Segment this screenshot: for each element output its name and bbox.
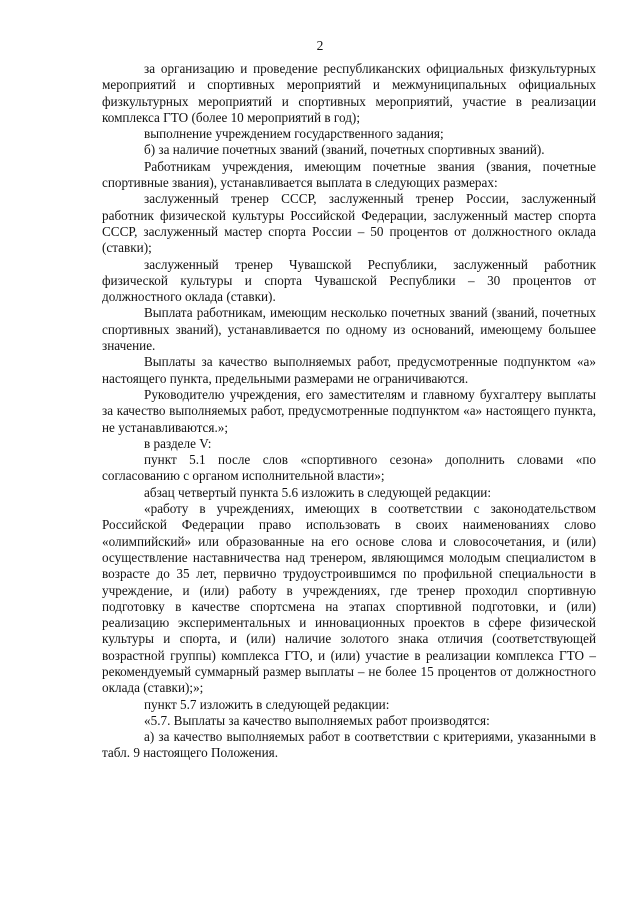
paragraph: пункт 5.1 после слов «спортивного сезона» дополнить словами «по согласованию с органом исполнительной власти»; [102, 452, 596, 484]
paragraph: заслуженный тренер СССР, заслуженный тренер России, заслуженный работник физической культуры Российской Федерации, заслуженный мастер спорта СССР, заслуженный мастер спорта России – 50 процентов от должностного оклада (ставки); [102, 191, 596, 256]
paragraph: Работникам учреждения, имеющим почетные звания (звания, почетные спортивные звания), устанавливается выплата в следующих размерах: [102, 158, 596, 191]
paragraph: заслуженный тренер Чувашской Республики, заслуженный работник физической культуры и спорта Чувашской Республики – 30 процентов от должностного оклада (ставки). [102, 256, 596, 305]
paragraph: «5.7. Выплаты за качество выполняемых работ производятся: [144, 712, 490, 728]
paragraph: абзац четвертый пункта 5.6 изложить в следующей редакции: [144, 484, 492, 500]
paragraph: в разделе V: [144, 435, 212, 451]
page-number: 2 [316, 38, 324, 53]
document-body [102, 61, 596, 762]
paragraph: Выплаты за качество выполняемых работ, предусмотренные подпунктом «а» настоящего пункта, предельными размерами не ограничиваются. [102, 354, 596, 386]
paragraph: «работу в учреждениях, имеющих в соответствии с законодательством Российской Федерации право использовать в своих наименованиях слово «олимпийский» или образованные на его основе слова и словосочетания, и (или) осуществление наставничества над тренером, являющимся молодым специалистом в возрасте до 35 лет, первично трудоустроившимся по профильной специальности в учреждение, и (или) работу в учреждениях, где тренер проходил спортивную подготовку в качестве спортсмена на этапах спортивной подготовки, и (или) реализацию экспериментальных и инновационных проектов в сфере физической культуры и спорта, и (или) наличие золотого знака отличия (соответствующей возрастной группы) комплекса ГТО, и (или) участие в реализации комплекса ГТО – рекомендуемый суммарный размер выплаты – не более 15 процентов от должностного оклада (ставки);»; [102, 501, 596, 696]
paragraph: за организацию и проведение республиканских официальных физкультурных мероприятий и спортивных мероприятий и межмуниципальных официальных физкультурных мероприятий и спортивных мероприятий, участие в реализации комплекса ГТО (более 10 мероприятий в год); [102, 61, 596, 125]
paragraph: выполнение учреждением государственного задания; [144, 126, 444, 142]
paragraph: Руководителю учреждения, его заместителям и главному бухгалтеру выплаты за качество выполняемых работ, предусмотренные подпунктом «а» настоящего пункта, не устанавливаются.»; [102, 386, 596, 435]
paragraph: б) за наличие почетных званий (званий, почетных спортивных званий). [144, 142, 545, 158]
paragraph: Выплата работникам, имеющим несколько почетных званий (званий, почетных спортивных званий), устанавливается по одному из оснований, имеющему большее значение. [102, 305, 596, 354]
paragraph: а) за качество выполняемых работ в соответствии с критериями, указанными в табл. 9 настоящего Положения. [102, 729, 596, 761]
paragraph: пункт 5.7 изложить в следующей редакции: [144, 696, 390, 712]
